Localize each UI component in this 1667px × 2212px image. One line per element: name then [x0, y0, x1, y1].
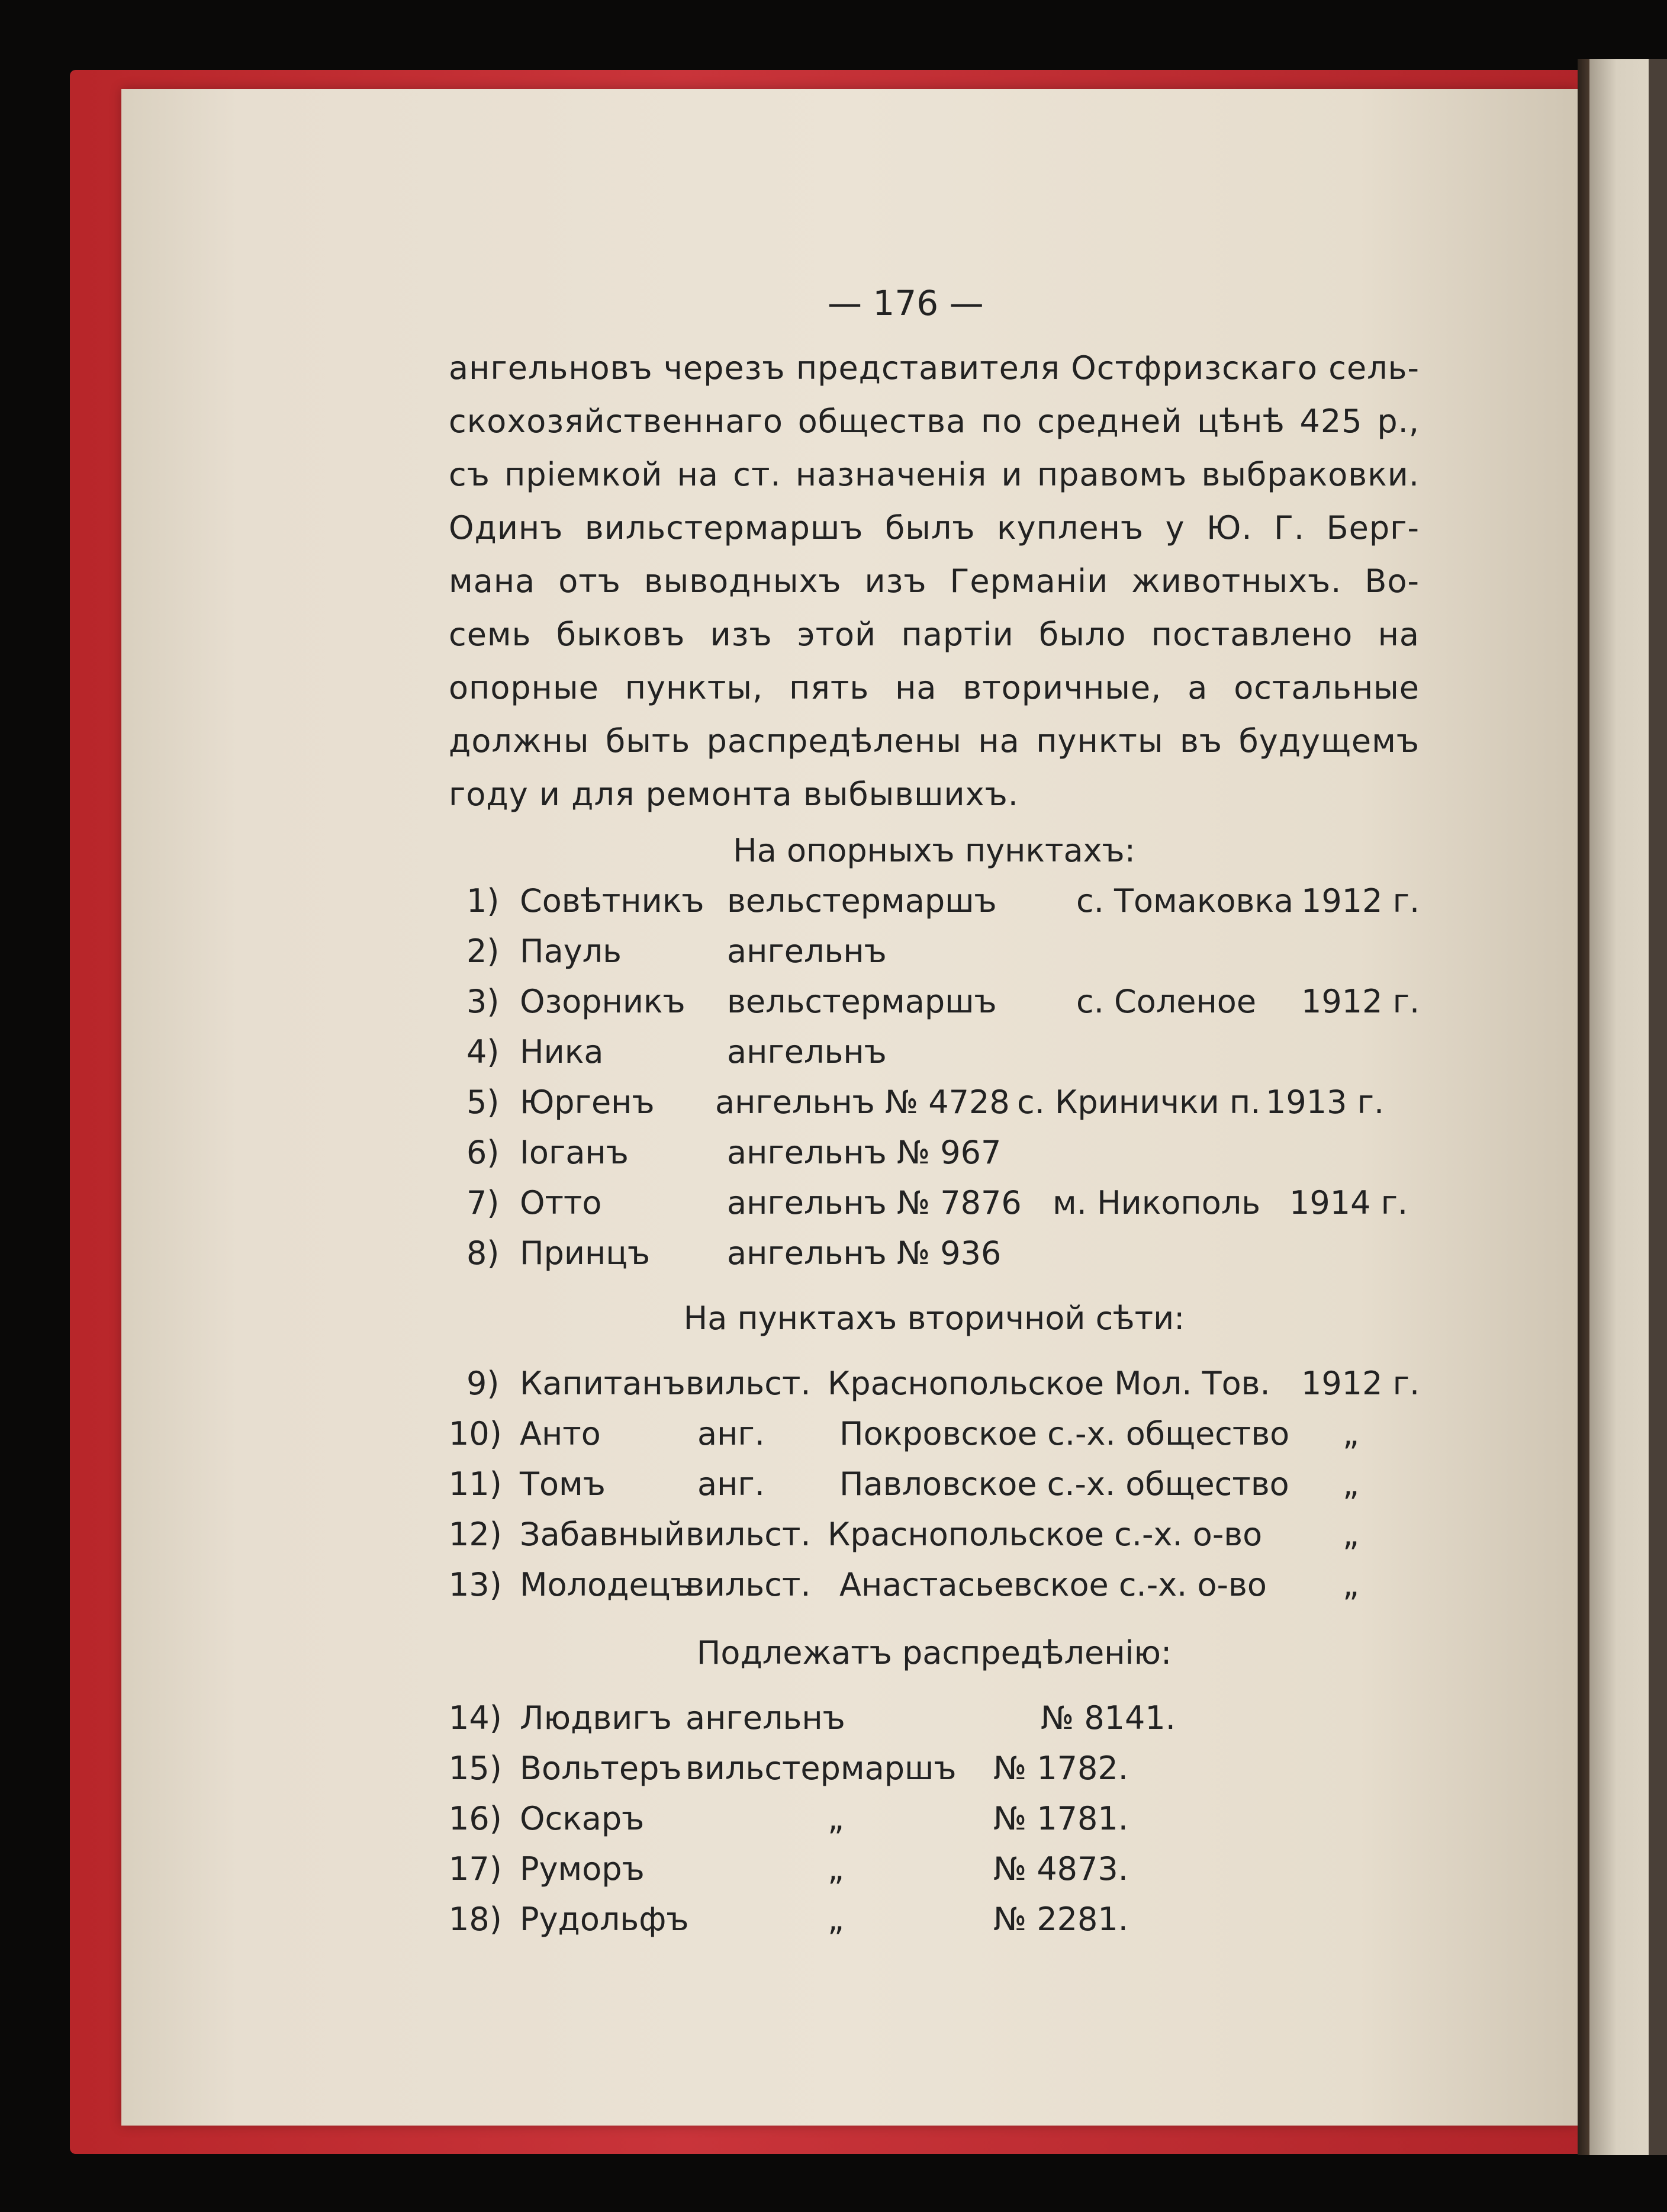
- item-year: 1912 г.: [1301, 882, 1420, 919]
- paragraph-line: съ пріемкой на ст. назначенія и правомъ выбраковки.: [449, 456, 1420, 493]
- book-gutter: [1578, 59, 1589, 2155]
- item-place: м. Никополь: [1053, 1184, 1261, 1221]
- item-place: Краснопольское с.-х. о-во: [828, 1516, 1263, 1553]
- list-item: [449, 1516, 1420, 1565]
- item-place: Павловское с.-х. общество: [839, 1465, 1289, 1503]
- item-number: 3): [466, 983, 500, 1020]
- item-name: Руморъ: [520, 1850, 645, 1888]
- item-breed: вильст.: [686, 1365, 811, 1402]
- list-item: [449, 1234, 1420, 1284]
- item-number: 13): [449, 1566, 502, 1603]
- item-number-id: № 4873.: [993, 1850, 1128, 1888]
- paragraph-line: должны быть распредѣлены на пункты въ будущемъ: [449, 722, 1420, 760]
- item-year: „: [1343, 1465, 1359, 1503]
- item-number: 11): [449, 1465, 502, 1503]
- item-number: 12): [449, 1516, 502, 1553]
- list-item: [449, 933, 1420, 982]
- item-number-id: № 1782.: [993, 1750, 1128, 1787]
- item-number: 15): [449, 1750, 502, 1787]
- item-number: 7): [466, 1184, 500, 1221]
- item-number: 1): [466, 882, 500, 919]
- item-number-id: № 2281.: [993, 1901, 1128, 1938]
- item-name: Юргенъ: [520, 1084, 655, 1121]
- paragraph-line: мана отъ выводныхъ изъ Германіи животныхъ. Во-: [449, 562, 1420, 600]
- item-name: Томъ: [520, 1465, 606, 1503]
- item-breed: ангельнъ № 7876: [727, 1184, 1022, 1221]
- item-name: Молодецъ: [520, 1566, 693, 1603]
- item-number: 5): [466, 1084, 500, 1121]
- item-name: Капитанъ: [520, 1365, 686, 1402]
- item-number: 16): [449, 1800, 502, 1837]
- item-name: Вольтеръ: [520, 1750, 682, 1787]
- item-year: 1913 г.: [1266, 1084, 1385, 1121]
- item-year: „: [1343, 1415, 1359, 1452]
- item-number: 8): [466, 1234, 500, 1272]
- item-year: 1912 г.: [1301, 983, 1420, 1020]
- list-item: [449, 1184, 1420, 1234]
- item-breed: ангельнъ № 4728: [715, 1084, 1010, 1121]
- section-heading: На пунктахъ вторичной сѣти:: [683, 1300, 1185, 1337]
- item-breed: ангельнъ № 967: [727, 1134, 1002, 1171]
- item-name: Отто: [520, 1184, 602, 1221]
- list-item: [449, 882, 1420, 932]
- list-item: [449, 1365, 1420, 1414]
- item-name: Рудольфъ: [520, 1901, 689, 1938]
- list-item: [449, 1699, 1420, 1749]
- item-name: Іоганъ: [520, 1134, 629, 1171]
- list-item: [449, 1134, 1420, 1184]
- item-year: 1914 г.: [1289, 1184, 1408, 1221]
- list-item: [449, 1750, 1420, 1799]
- item-number-id: № 8141.: [1041, 1699, 1176, 1737]
- item-year: 1912 г.: [1301, 1365, 1420, 1402]
- item-name: Анто: [520, 1415, 601, 1452]
- list-item: [449, 1415, 1420, 1465]
- list-item: [449, 1465, 1420, 1515]
- item-breed: вильст.: [686, 1566, 811, 1603]
- item-breed: вильст.: [686, 1516, 811, 1553]
- item-name: Принцъ: [520, 1234, 651, 1272]
- item-name: Совѣтникъ: [520, 882, 704, 919]
- item-breed: ангельнъ: [727, 1033, 887, 1070]
- list-item: [449, 1033, 1420, 1083]
- list-item: [449, 1084, 1420, 1133]
- item-year: „: [1343, 1516, 1359, 1553]
- list-item: [449, 1901, 1420, 1950]
- item-breed: ангельнъ: [727, 933, 887, 970]
- item-number: 4): [466, 1033, 500, 1070]
- list-item: [449, 1850, 1420, 1900]
- item-number: 18): [449, 1901, 502, 1938]
- item-breed: анг.: [697, 1415, 765, 1452]
- paragraph-line: скохозяйственнаго общества по средней цѣнѣ 425 р.,: [449, 403, 1420, 440]
- item-breed: „: [828, 1901, 844, 1938]
- item-name: Озорникъ: [520, 983, 686, 1020]
- item-name: Ника: [520, 1033, 604, 1070]
- paragraph-line: Одинъ вильстермаршъ былъ купленъ у Ю. Г. Берг-: [449, 509, 1420, 546]
- item-number: 17): [449, 1850, 502, 1888]
- item-name: Забавный: [520, 1516, 685, 1553]
- item-number: 9): [466, 1365, 500, 1402]
- item-breed: вельстермаршъ: [727, 882, 997, 919]
- paragraph-line: году и для ремонта выбывшихъ.: [449, 776, 1019, 813]
- item-breed: ангельнъ: [686, 1699, 845, 1737]
- item-year: „: [1343, 1566, 1359, 1603]
- item-breed: „: [828, 1800, 844, 1837]
- page-number: — 176 —: [828, 283, 984, 323]
- item-number: 14): [449, 1699, 502, 1737]
- item-name: Оскаръ: [520, 1800, 645, 1837]
- item-breed: „: [828, 1850, 844, 1888]
- item-name: Людвигъ: [520, 1699, 672, 1737]
- list-item: [449, 1800, 1420, 1850]
- item-place: с. Кринички п.: [1017, 1084, 1261, 1121]
- item-breed: вильстермаршъ: [686, 1750, 957, 1787]
- item-breed: анг.: [697, 1465, 765, 1503]
- item-place: Анастасьевское с.-х. о-во: [839, 1566, 1267, 1603]
- list-item: [449, 1566, 1420, 1616]
- page-text: [449, 0, 1420, 2212]
- item-breed: ангельнъ № 936: [727, 1234, 1002, 1272]
- item-number: 6): [466, 1134, 500, 1171]
- paragraph-line: опорные пункты, пять на вторичные, а остальные: [449, 669, 1420, 706]
- section-heading: Подлежатъ распредѣленію:: [696, 1634, 1172, 1671]
- item-place: Краснопольское Мол. Тов.: [828, 1365, 1270, 1402]
- section-heading: На опорныхъ пунктахъ:: [733, 832, 1135, 869]
- item-place: с. Томаковка: [1076, 882, 1294, 919]
- paragraph-line: семь быковъ изъ этой партіи было поставлено на: [449, 616, 1420, 653]
- item-place: с. Соленое: [1076, 983, 1257, 1020]
- item-number: 2): [466, 933, 500, 970]
- item-breed: вельстермаршъ: [727, 983, 997, 1020]
- item-name: Пауль: [520, 933, 622, 970]
- item-number: 10): [449, 1415, 502, 1452]
- item-number-id: № 1781.: [993, 1800, 1128, 1837]
- next-page-shadow: [1649, 59, 1667, 2155]
- paragraph-line: ангельновъ черезъ представителя Остфризскаго сель-: [449, 349, 1420, 387]
- list-item: [449, 983, 1420, 1033]
- item-place: Покровское с.-х. общество: [839, 1415, 1290, 1452]
